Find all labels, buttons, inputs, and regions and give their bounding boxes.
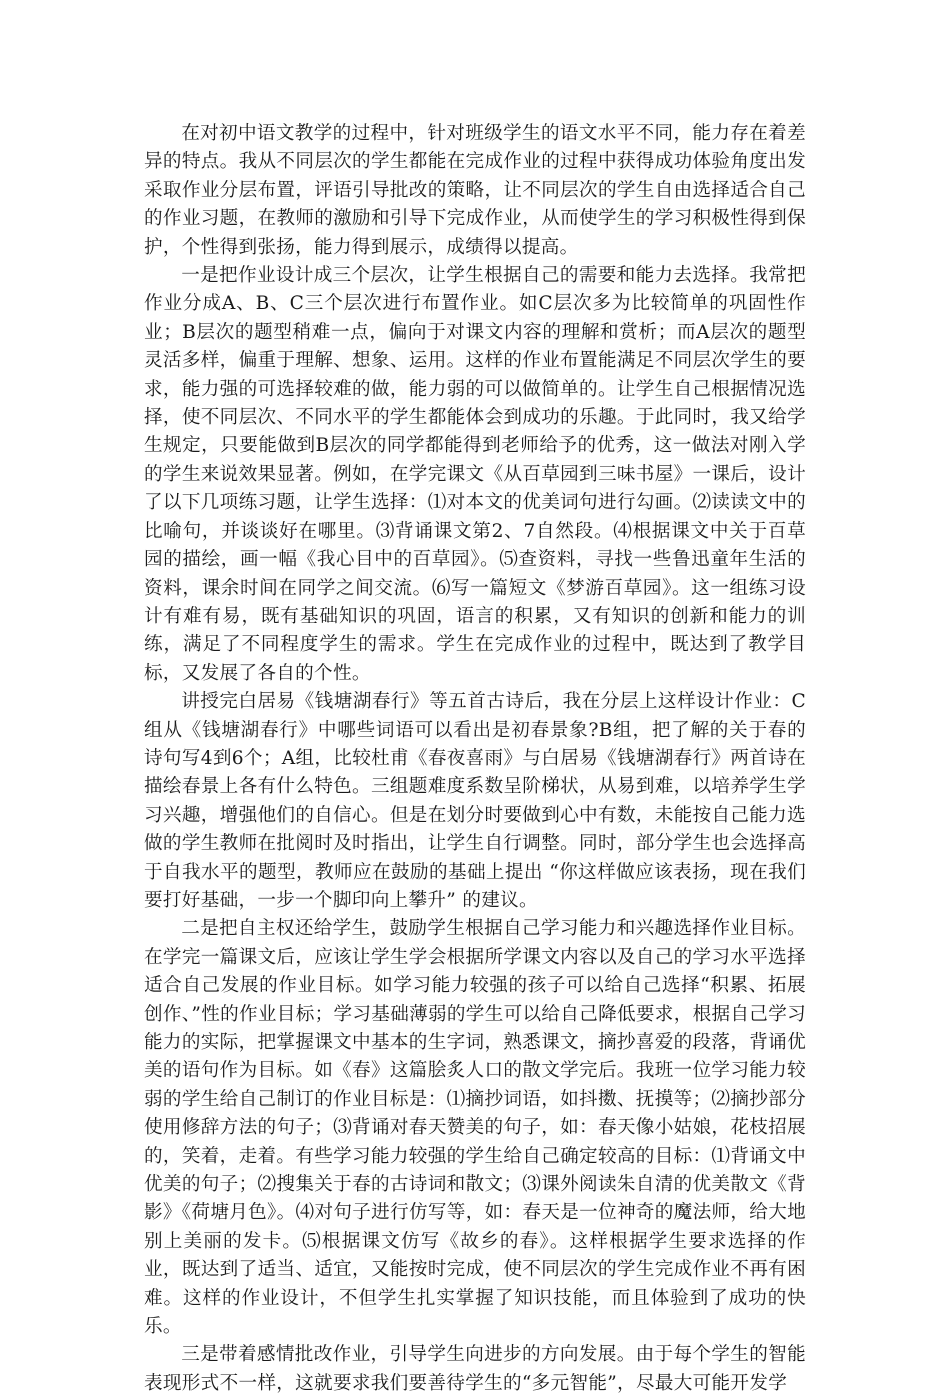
paragraph-layered-homework: 一是把作业设计成三个层次，让学生根据自己的需要和能力去选择。我常把作业分成A、B、C三个层次进行布置作业。如C层次多为比较简单的巩固性作业；B层次的题型稍难一点，偏向于对课文内容的理解和赏析；而A层次的题型灵活多样，偏重于理解、想象、运用。这样的作业布置能满足不同层次学生的要求，能力强的可选择较难的做，能力弱的可以做简单的。让学生自己根据情况选择，使不同层次、不同水平的学生都能体会到成功的乐趣。于此同时，我又给学生规定，只要能做到B层次的同学都能得到老师给予的优秀，这一做法对刚入学的学生来说效果显著。例如，在学完课文《从百草园到三味书屋》一课后，设计了以下几项练习题，让学生选择：⑴对本文的优美词句进行勾画。⑵读读文中的比喻句，并谈谈好在哪里。⑶背诵课文第2、7自然段。⑷根据课文中关于百草园的描绘，画一幅《我心目中的百草园》。⑸查资料，寻找一些鲁迅童年生活的资料，课余时间在同学之间交流。⑹写一篇短文《梦游百草园》。这一组练习设计有难有易，既有基础知识的巩固，语言的积累，又有知识的创新和能力的训练，满足了不同程度学生的需求。学生在完成作业的过程中，既达到了教学目标，又发展了各自的个性。 bbox=[144, 265, 806, 684]
paragraph-autonomy: 二是把自主权还给学生，鼓励学生根据自己学习能力和兴趣选择作业目标。在学完一篇课文后，应该让学生学会根据所学课文内容以及自己的学习水平选择适合自己发展的作业目标。如学习能力较强的孩子可以给自己选择“积累、拓展创作、”性的作业目标；学习基础薄弱的学生可以给自己降低要求，根据自己学习能力的实际，把掌握课文中基本的生字词，熟悉课文，摘抄喜爱的段落，背诵优美的语句作为目标。如《春》这篇脍炙人口的散文学完后。我班一位学习能力较弱的学生给自己制订的作业目标是：⑴摘抄词语，如抖擞、抚摸等；⑵摘抄部分使用修辞方法的句子；⑶背诵对春天赞美的句子，如：春天像小姑娘，花枝招展的，笑着，走着。有些学习能力较强的学生给自己确定较高的目标：⑴背诵文中优美的句子；⑵搜集关于春的古诗词和散文；⑶课外阅读朱自清的优美散文《背影》《荷塘月色》。⑷对句子进行仿写等，如：春天是一位神奇的魔法师，给大地别上美丽的发卡。⑸根据课文仿写《故乡的春》。这样根据学生要求选择的作业，既达到了适当、适宜，又能按时完成，使不同层次的学生完成作业不再有困难。这样的作业设计，不但学生扎实掌握了知识技能，而且体验到了成功的快乐。 bbox=[144, 918, 806, 1338]
paragraph-intro: 在对初中语文教学的过程中，针对班级学生的语文水平不同，能力存在着差异的特点。我从不同层次的学生都能在完成作业的过程中获得成功体验角度出发采取作业分层布置，评语引导批改的策略，让不同层次的学生自由选择适合自己的作业习题，在教师的激励和引导下完成作业，从而使学生的学习积极性得到保护，个性得到张扬，能力得到展示，成绩得以提高。 bbox=[144, 123, 806, 258]
paragraph-poem-homework: 讲授完白居易《钱塘湖春行》等五首古诗后，我在分层上这样设计作业：C组从《钱塘湖春行》中哪些词语可以看出是初春景象?B组，把了解的关于春的诗句写4到6个；A组，比较杜甫《春夜喜雨》与白居易《钱塘湖春行》两首诗在描绘春景上各有什么特色。三组题难度系数呈阶梯状，从易到难，以培养学生学习兴趣，增强他们的自信心。但是在划分时要做到心中有数，未能按自己能力选做的学生教师在批阅时及时指出，让学生自行调整。同时，部分学生也会选择高于自我水平的题型，教师应在鼓励的基础上提出 “你这样做应该表扬，现在我们要打好基础，一步一个脚印向上攀升” 的建议。 bbox=[144, 691, 806, 911]
document-body bbox=[144, 120, 806, 1398]
paragraph-grading: 三是带着感情批改作业，引导学生向进步的方向发展。由于每个学生的智能表现形式不一样，这就要求我们要善待学生的“多元智能”，尽最大可能开发学 bbox=[144, 1344, 806, 1394]
